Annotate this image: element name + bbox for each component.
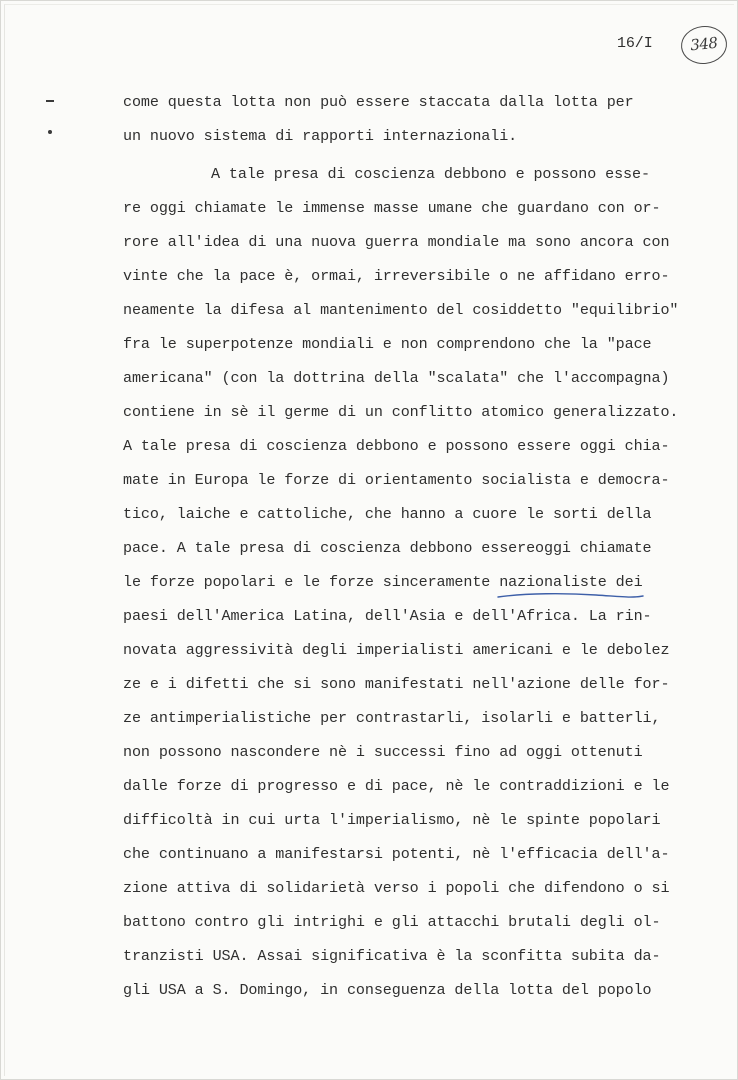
text-line: vinte che la pace è, ormai, irreversibile o ne affidano erro- <box>123 267 670 285</box>
pen-underline-mark <box>496 590 646 602</box>
text-line: non possono nascondere nè i successi fino ad oggi ottenuti <box>123 743 643 761</box>
text-line: un nuovo sistema di rapporti internazionali. <box>123 127 518 145</box>
text-line: A tale presa di coscienza debbono e possono essere oggi chia- <box>123 437 670 455</box>
text-line: pace. A tale presa di coscienza debbono essereoggi chiamate <box>123 539 652 557</box>
page-number: 16/I <box>617 35 653 52</box>
text-line: che continuano a manifestarsi potenti, nè l'efficacia dell'a- <box>123 845 670 863</box>
text-line: mate in Europa le forze di orientamento socialista e democra- <box>123 471 670 489</box>
text-line: le forze popolari e le forze sinceramente nazionaliste dei <box>123 573 643 591</box>
text-line: paesi dell'America Latina, dell'Asia e dell'Africa. La rin- <box>123 607 652 625</box>
text-line: difficoltà in cui urta l'imperialismo, nè le spinte popolari <box>123 811 661 829</box>
text-line: zione attiva di solidarietà verso i popoli che difendono o si <box>123 879 670 897</box>
text-line: dalle forze di progresso e di pace, nè le contraddizioni e le <box>123 777 670 795</box>
text-line: A tale presa di coscienza debbono e possono esse- <box>211 165 650 183</box>
text-line: ze antimperialistiche per contrastarli, isolarli e batterli, <box>123 709 661 727</box>
text-line: novata aggressività degli imperialisti americani e le debolez <box>123 641 670 659</box>
text-line: neamente la difesa al mantenimento del cosiddetto "equilibrio" <box>123 301 679 319</box>
text-line: re oggi chiamate le immense masse umane che guardano con or- <box>123 199 661 217</box>
text-line: tico, laiche e cattoliche, che hanno a cuore le sorti della <box>123 505 652 523</box>
text-line: battono contro gli intrighi e gli attacchi brutali degli ol- <box>123 913 661 931</box>
archive-stamp-number: 348 <box>689 33 719 55</box>
text-line: americana" (con la dottrina della "scalata" che l'accompagna) <box>123 369 670 387</box>
text-line: tranzisti USA. Assai significativa è la sconfitta subita da- <box>123 947 661 965</box>
text-line: come questa lotta non può essere staccata dalla lotta per <box>123 93 634 111</box>
text-line: ze e i difetti che si sono manifestati nell'azione delle for- <box>123 675 670 693</box>
typewritten-text <box>1 1 738 1080</box>
text-line: contiene in sè il germe di un conflitto atomico generalizzato. <box>123 403 679 421</box>
text-line: gli USA a S. Domingo, in conseguenza della lotta del popolo <box>123 981 652 999</box>
text-line: rore all'idea di una nuova guerra mondiale ma sono ancora con <box>123 233 670 251</box>
text-line: fra le superpotenze mondiali e non comprendono che la "pace <box>123 335 652 353</box>
